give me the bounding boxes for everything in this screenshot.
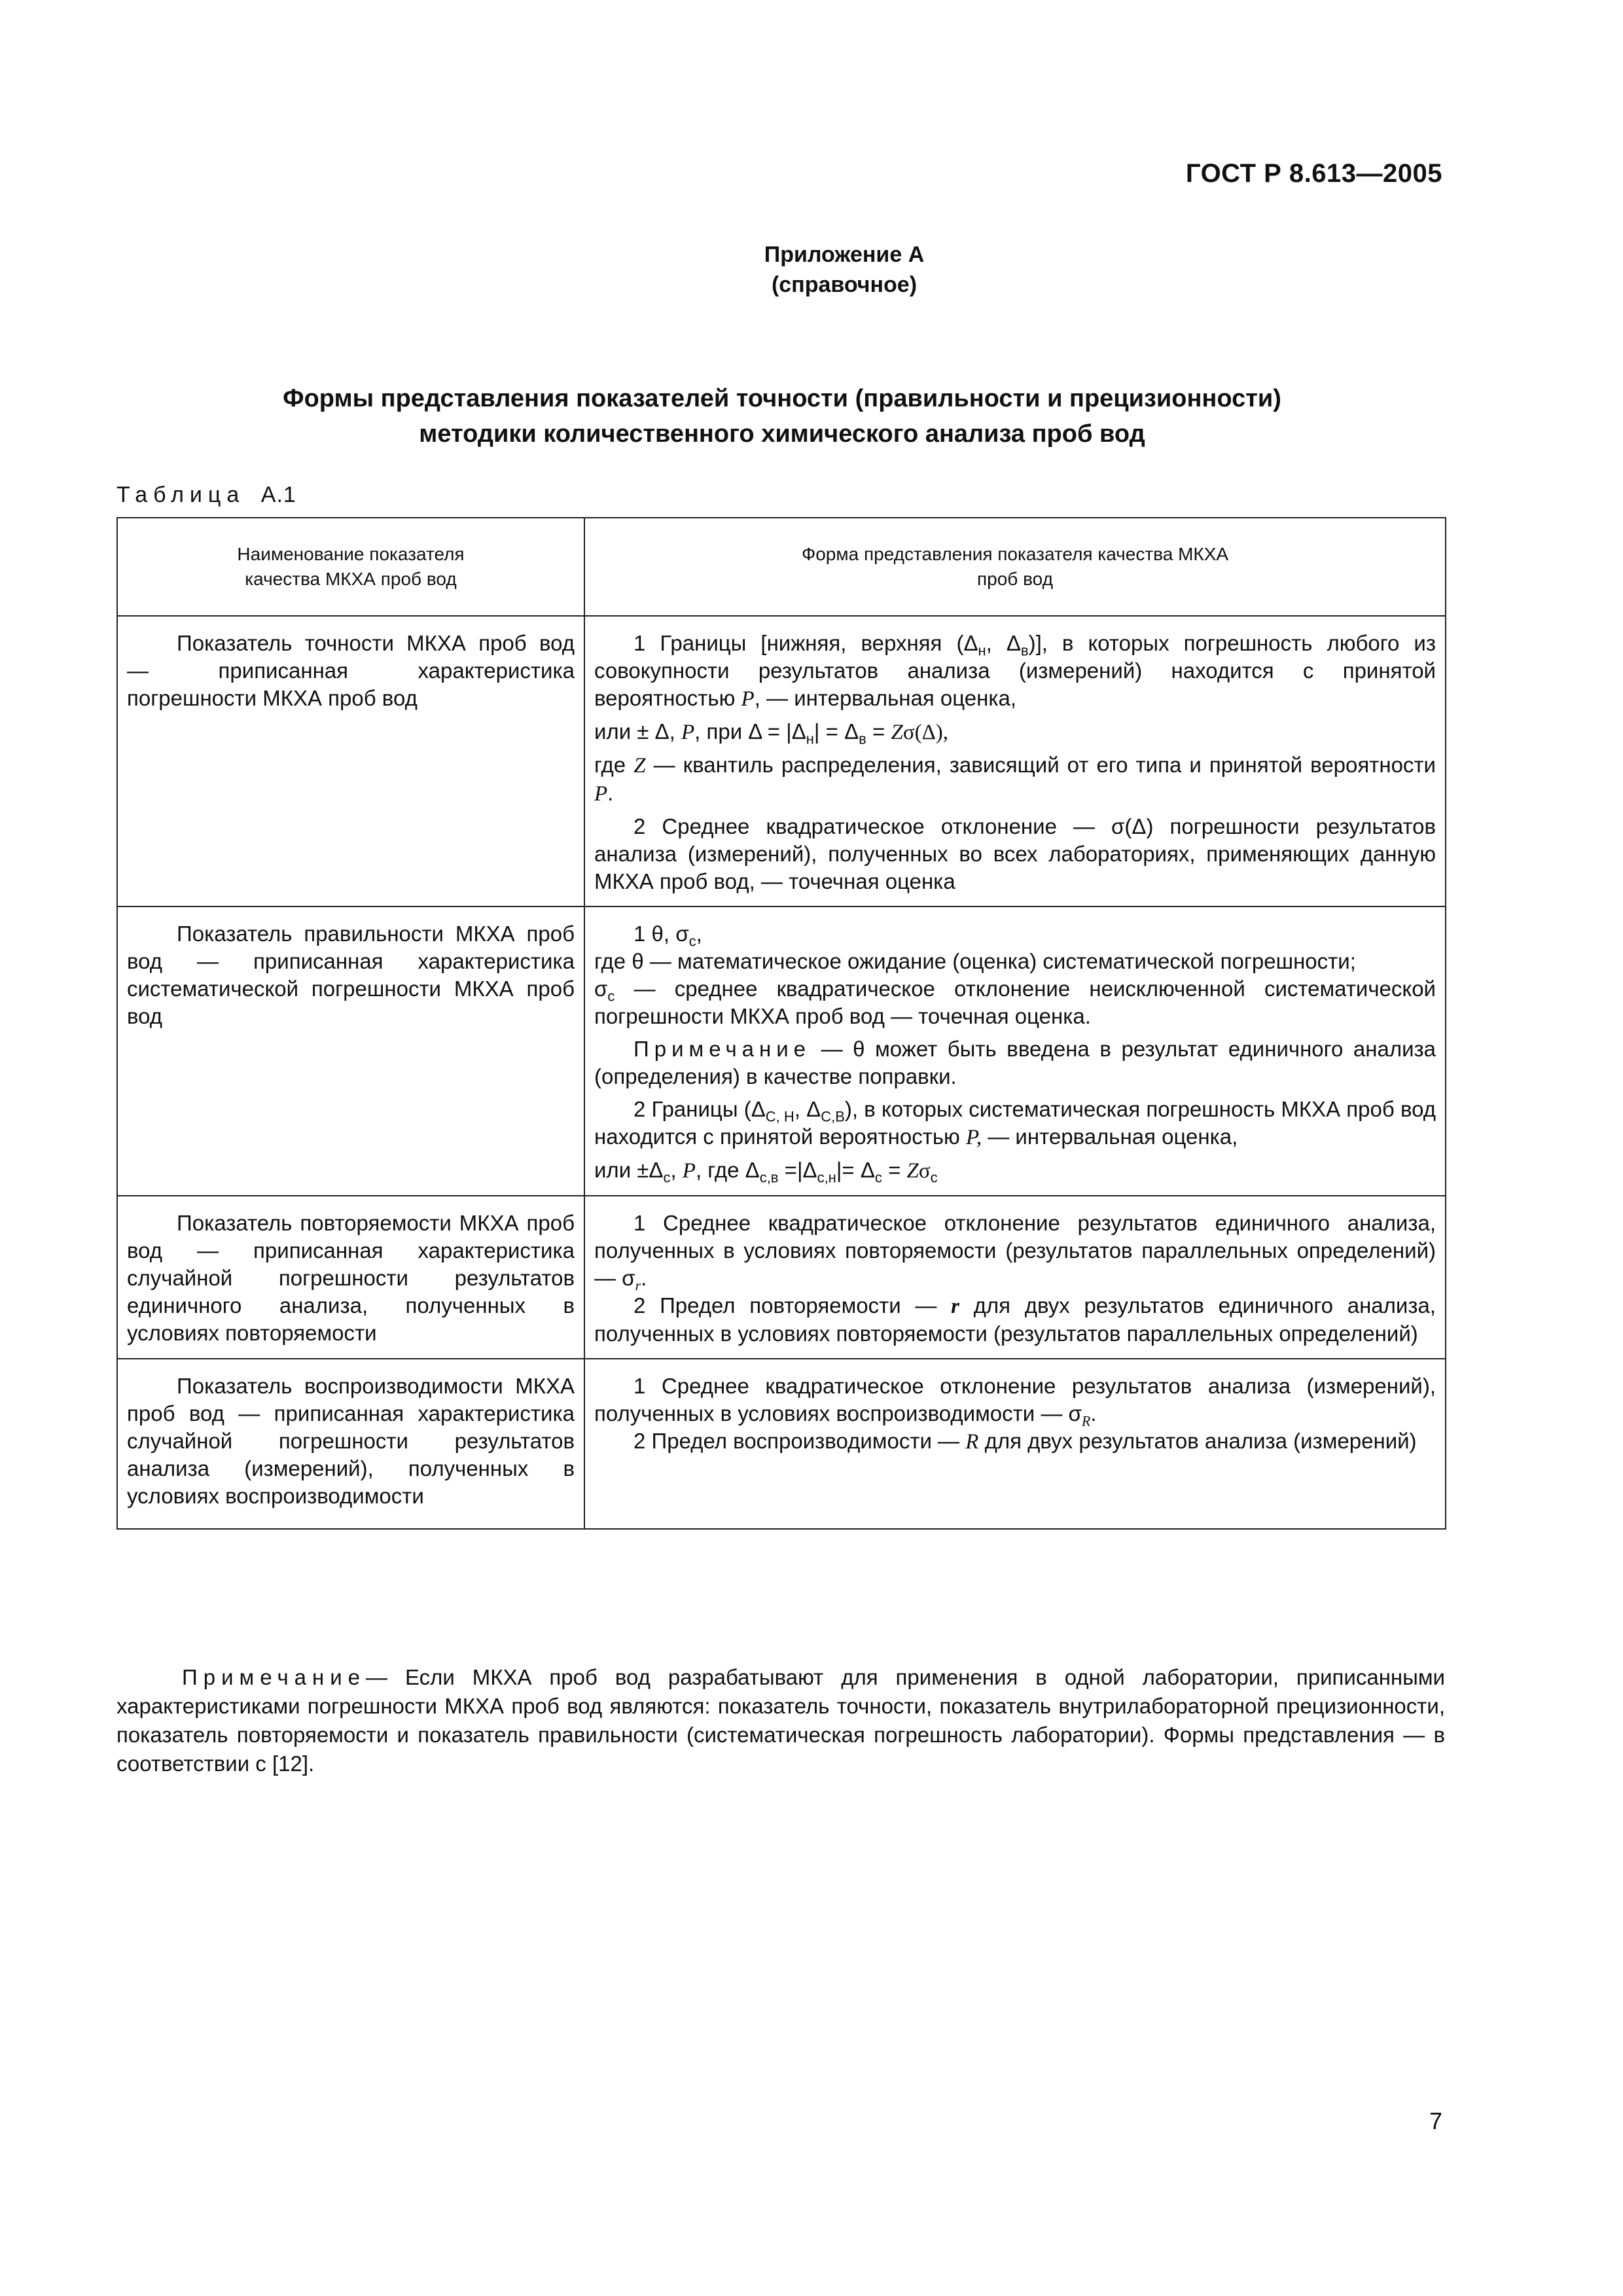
appendix-status: (справочное): [771, 272, 918, 297]
subscript: с,в: [759, 1169, 779, 1186]
subscript: С, Н: [765, 1108, 794, 1125]
text-run: или ±Δ: [594, 1158, 664, 1182]
indicator-form-cell: [584, 1196, 1446, 1359]
indicator-name: Показатель воспроизводимости МКХА проб вод — приписанная характеристика случайной погрешности результатов анализа (измерений), полученных в условиях воспроизводимости: [127, 1374, 575, 1508]
form-paragraph: [594, 1210, 1436, 1292]
indicator-name: Показатель повторяемости МКХА проб вод — приписанная характеристика случайной погрешности результатов единичного анализа, полученных в условиях повторяемости: [127, 1211, 575, 1345]
text-run: 1 Среднее квадратическое отклонение результатов единичного анализа, полученных в условиях повторяемости (результатов параллельных определений) — σ: [594, 1211, 1436, 1290]
text-run: 1 θ, σ: [633, 922, 689, 946]
indicator-form-cell: [584, 616, 1446, 906]
subscript: R: [1081, 1412, 1091, 1429]
formula-symbol: P: [681, 721, 695, 744]
text-run: .: [641, 1266, 647, 1290]
form-paragraph: [594, 630, 1436, 713]
text-run: ), в которых систематическая погрешность МКХА проб вод находится с принятой вероятностью: [594, 1097, 1436, 1149]
table-row-reproducibility: [117, 1359, 1446, 1529]
subscript: н: [806, 730, 814, 747]
page-title-line-2: методики количественного химического анализа проб вод: [419, 420, 1145, 448]
subscript: с: [663, 1169, 671, 1186]
column-header-form-line-2: проб вод: [977, 569, 1053, 589]
text-run: 1 Границы [нижняя, верхняя (Δ: [633, 631, 978, 655]
subscript: С,В: [821, 1108, 845, 1125]
page-title-line-1: Формы представления показателей точности (правильности и прецизионности): [283, 385, 1281, 412]
text-run: — θ может быть введена в результат единичного анализа (определения) в качестве поправки.: [594, 1037, 1436, 1088]
form-paragraph: [594, 920, 1436, 948]
column-header-form-line-1: Форма представления показателя качества МКХА: [801, 544, 1229, 564]
subscript: в: [1020, 642, 1029, 659]
text-run: | = Δ: [813, 719, 859, 744]
form-paragraph: [594, 751, 1436, 808]
formula-symbol: P: [741, 687, 755, 711]
text-run: 1 Среднее квадратическое отклонение результатов анализа (измерений), полученных в условиях воспроизводимости — σ: [594, 1374, 1436, 1426]
note-label: Примечание: [182, 1665, 366, 1689]
table-header-row: [117, 518, 1446, 616]
text-run: для двух результатов единичного анализа, полученных в условиях повторяемости (результатов параллельных определений): [594, 1293, 1436, 1346]
text-run: где: [594, 753, 626, 777]
page-note: [116, 1663, 1445, 1778]
page-number: 7: [1429, 2108, 1442, 2134]
text-run: =: [872, 719, 885, 744]
formula-symbol: P: [682, 1159, 696, 1183]
text-run: , Δ: [986, 631, 1021, 655]
text-run: .: [1090, 1401, 1097, 1426]
formula-symbol: P,: [965, 1126, 982, 1149]
form-paragraph: где θ — математическое ожидание (оценка) систематической погрешности;: [594, 949, 1356, 973]
subscript: с: [688, 933, 696, 950]
text-run: σ: [918, 1159, 931, 1183]
subscript: r: [635, 1277, 641, 1294]
text-run: 2 Предел воспроизводимости —: [633, 1429, 960, 1453]
text-run: — среднее квадратическое отклонение неисключенной систематической погрешности МКХА проб вод — точечная оценка.: [594, 977, 1436, 1028]
form-paragraph: [594, 1292, 1436, 1348]
column-header-indicator: [117, 518, 584, 616]
formula-symbol: Z: [633, 754, 646, 778]
form-paragraph: [594, 975, 1436, 1030]
appendix-title: Приложение А: [764, 242, 925, 267]
text-run: , где Δ: [695, 1158, 760, 1182]
form-paragraph: 2 Среднее квадратическое отклонение — σ(Δ) погрешности результатов анализа (измерений), полученных во всех лабораториях, применяющих данную МКХА проб вод, — точечная оценка: [594, 814, 1436, 893]
form-paragraph: [594, 1427, 1436, 1456]
form-paragraph: [594, 1096, 1436, 1151]
subscript: н: [978, 642, 986, 659]
text-run: — интервальная оценка,: [988, 1124, 1238, 1149]
note-text: — Если МКХА проб вод разрабатывают для применения в одной лаборатории, приписанными характеристиками погрешности МКХА проб вод являются: показатель точности, показатель внутрилабораторной прецизионности, показатель повторяемости и показатель правильности (систематическая погрешность лаборатории). Формы представления — в соответствии с [12].: [116, 1665, 1445, 1776]
form-formula: [594, 1157, 1436, 1185]
indicator-name-cell: [117, 906, 584, 1196]
indicator-name-cell: [117, 616, 584, 906]
indicator-name: Показатель точности МКХА проб вод — приписанная характеристика погрешности МКХА проб вод: [127, 631, 575, 710]
text-run: , при Δ = |Δ: [694, 719, 806, 744]
column-header-indicator-line-1: Наименование показателя: [237, 544, 465, 564]
text-run: |= Δ: [836, 1158, 875, 1182]
text-run: =: [888, 1158, 901, 1182]
subscript: в: [859, 730, 866, 747]
text-run: ,: [670, 1158, 677, 1182]
table-row-repeatability: [117, 1196, 1446, 1359]
formula-symbol: r: [951, 1295, 959, 1318]
table-caption-number: А.1: [260, 482, 296, 507]
form-paragraph: [594, 1372, 1436, 1427]
indicators-table: [116, 517, 1446, 1530]
formula-symbol: P: [594, 782, 608, 806]
table-row-trueness: [117, 906, 1446, 1196]
indicator-name: Показатель правильности МКХА проб вод — приписанная характеристика систематической погрешности МКХА проб вод: [127, 922, 575, 1028]
table-caption: [116, 482, 296, 508]
indicator-name-cell: [117, 1196, 584, 1359]
text-run: , — интервальная оценка,: [754, 686, 1017, 710]
appendix-heading: [0, 240, 1623, 300]
text-run: .: [607, 781, 614, 805]
subscript: с,н: [817, 1169, 836, 1186]
subscript: с: [607, 988, 615, 1005]
text-run: или ± Δ,: [594, 719, 675, 744]
text-run: =|Δ: [784, 1158, 817, 1182]
indicator-form-cell: [584, 906, 1446, 1196]
formula-symbol: Z: [891, 721, 903, 744]
text-run: — квантиль распределения, зависящий от его типа и принятой вероятности: [653, 753, 1436, 777]
document-code: ГОСТ Р 8.613—2005: [1185, 159, 1442, 188]
column-header-form: [584, 518, 1446, 616]
text-run: σ: [594, 977, 608, 1001]
subscript: с: [874, 1169, 882, 1186]
form-note: [594, 1035, 1436, 1090]
table-caption-label: Таблица: [116, 482, 245, 507]
page-title: [118, 381, 1446, 452]
indicator-form-cell: [584, 1359, 1446, 1529]
note-label: Примечание: [633, 1037, 812, 1061]
text-run: ,: [696, 922, 702, 946]
text-run: 2 Границы (Δ: [633, 1097, 766, 1121]
subscript: с: [930, 1169, 938, 1186]
formula-symbol: R: [965, 1430, 979, 1454]
text-run: σ(Δ),: [902, 721, 949, 744]
form-formula: [594, 718, 1436, 746]
formula-symbol: Z: [906, 1159, 919, 1183]
text-run: 2 Предел повторяемости —: [633, 1293, 937, 1318]
text-run: , Δ: [794, 1097, 821, 1121]
text-run: )], в которых погрешность любого из совокупности результатов анализа (измерений) находится с принятой вероятностью: [594, 631, 1436, 710]
indicator-name-cell: [117, 1359, 584, 1529]
text-run: для двух результатов анализа (измерений): [984, 1429, 1417, 1453]
column-header-indicator-line-2: качества МКХА проб вод: [245, 569, 457, 589]
table-row-accuracy: [117, 616, 1446, 906]
